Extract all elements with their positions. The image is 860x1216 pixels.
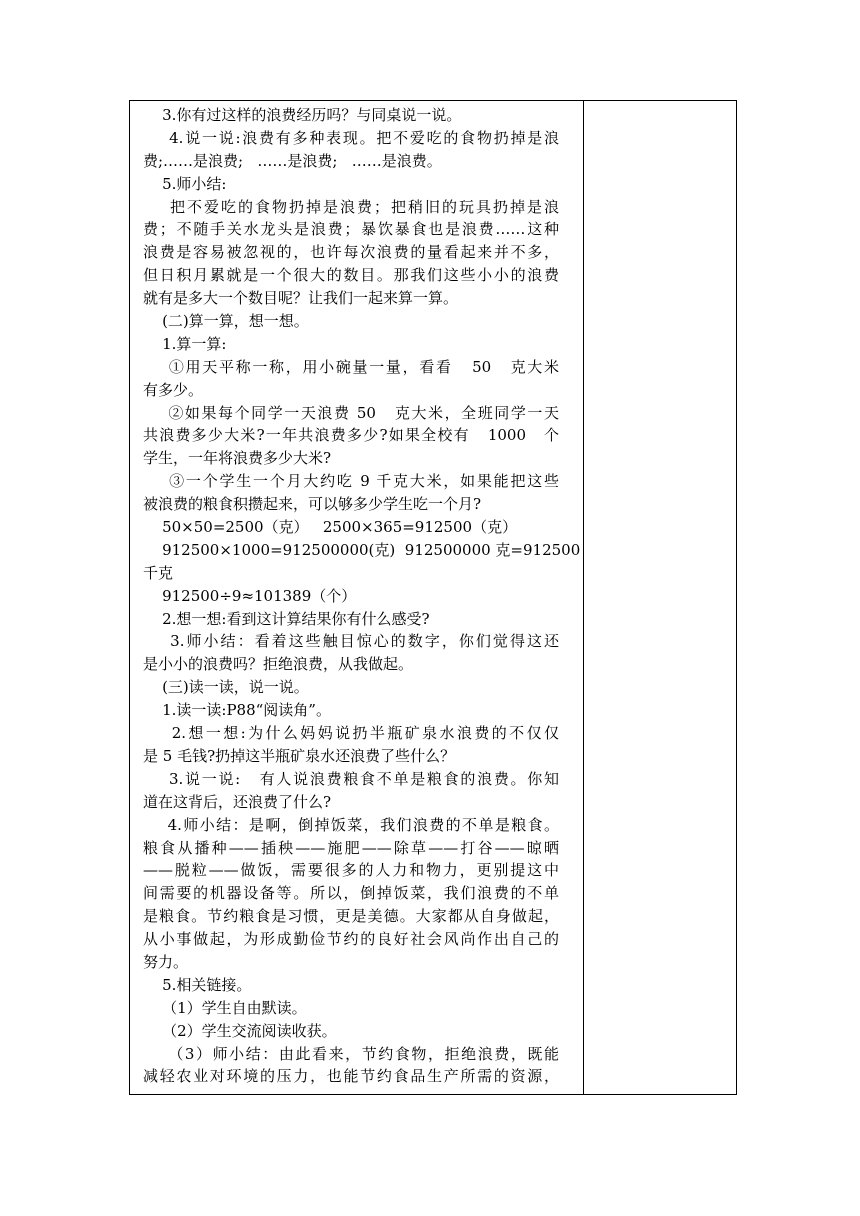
text-line: 减轻农业对环境的压力，也能节约食品生产所需的资源， (143, 1067, 559, 1086)
text-line: ①用天平称一称，用小碗量一量，看看 50 克大米 (143, 357, 559, 376)
text-line: 费;……是浪费; ……是浪费; ……是浪费。 (143, 151, 442, 170)
text-line: 3.你有过这样的浪费经历吗？与同桌说一说。 (143, 106, 462, 124)
text-line: 道在这背后，还浪费了什么? (143, 792, 332, 811)
text-line: 50×50=2500（克） 2500×365=912500（克） (143, 518, 518, 537)
text-line: 1.算一算: (143, 334, 227, 353)
text-line: 但日积月累就是一个很大的数目。那我们这些小小的浪费 (143, 266, 559, 285)
text-line: (三)读一读，说一说。 (143, 678, 309, 697)
text-line: 被浪费的粮食积攒起来，可以够多少学生吃一个月? (143, 495, 482, 514)
lesson-plan-table (129, 100, 737, 1095)
text-line: 是粮食。节约粮食是习惯，更是美德。大家都从自身做起， (143, 907, 559, 926)
text-line: ——脱粒——做饭，需要很多的人力和物力，更别提这中 (143, 861, 559, 880)
text-line: 2.想一想:为什么妈妈说扔半瓶矿泉水浪费的不仅仅 (143, 724, 559, 743)
text-line: 2.想一想:看到这计算结果你有什么感受? (143, 609, 430, 628)
text-line: 粮食从播种——插秧——施肥——除草——打谷——晾晒 (143, 838, 559, 857)
text-line: 5.相关链接。 (143, 975, 252, 994)
text-line: 3.说一说: 有人说浪费粮食不单是粮食的浪费。你知 (143, 769, 559, 788)
text-line: 是 5 毛钱?扔掉这半瓶矿泉水还浪费了些什么？ (143, 746, 456, 765)
text-line: 4.师小结：是啊，倒掉饭菜，我们浪费的不单是粮食。 (143, 815, 559, 834)
text-line: 努力。 (143, 952, 189, 971)
text-line: ③一个学生一个月大约吃 9 千克大米，如果能把这些 (143, 472, 559, 491)
text-line: 1.读一读:P88“阅读角”。 (143, 701, 331, 720)
text-line: 千克 (143, 563, 174, 582)
text-line: （3）师小结：由此看来，节约食物，拒绝浪费，既能 (143, 1044, 559, 1063)
text-line: 4.说一说:浪费有多种表现。把不爱吃的食物扔掉是浪 (143, 128, 559, 147)
text-line: 912500÷9≈101389（个） (143, 586, 357, 605)
text-line: （1）学生自由默读。 (143, 998, 307, 1017)
text-line: 从小事做起，为形成勤俭节约的良好社会风尚作出自己的 (143, 930, 559, 949)
text-line: 就有是多大一个数目呢？让我们一起来算一算。 (143, 289, 459, 308)
text-line: 学生，一年将浪费多少大米? (143, 449, 332, 468)
text-line: 间需要的机器设备等。所以，倒掉饭菜，我们浪费的不单 (143, 884, 559, 903)
text-line: ②如果每个同学一天浪费 50 克大米，全班同学一天 (143, 403, 559, 422)
text-line: 把不爱吃的食物扔掉是浪费；把稍旧的玩具扔掉是浪 (143, 197, 559, 216)
text-line: 912500×1000=912500000(克) 912500000 克=912500 (143, 540, 581, 559)
text-line: (二)算一算，想一想。 (143, 312, 309, 331)
text-line: 3.师小结：看着这些触目惊心的数字，你们觉得这还 (143, 632, 559, 651)
text-line: 是小小的浪费吗？拒绝浪费，从我做起。 (143, 655, 414, 674)
text-line: 5.师小结: (143, 174, 227, 193)
text-line: 浪费是容易被忽视的，也许每次浪费的量看起来并不多， (143, 243, 559, 262)
text-line: 共浪费多少大米?一年共浪费多少?如果全校有 1000 个 (143, 426, 559, 445)
lesson-content-cell (130, 101, 583, 1088)
text-line: 费；不随手关水龙头是浪费；暴饮暴食也是浪费……这种 (143, 220, 559, 239)
notes-cell (584, 101, 736, 1094)
text-line: 有多少。 (143, 380, 204, 399)
text-line: （2）学生交流阅读收获。 (143, 1021, 337, 1040)
